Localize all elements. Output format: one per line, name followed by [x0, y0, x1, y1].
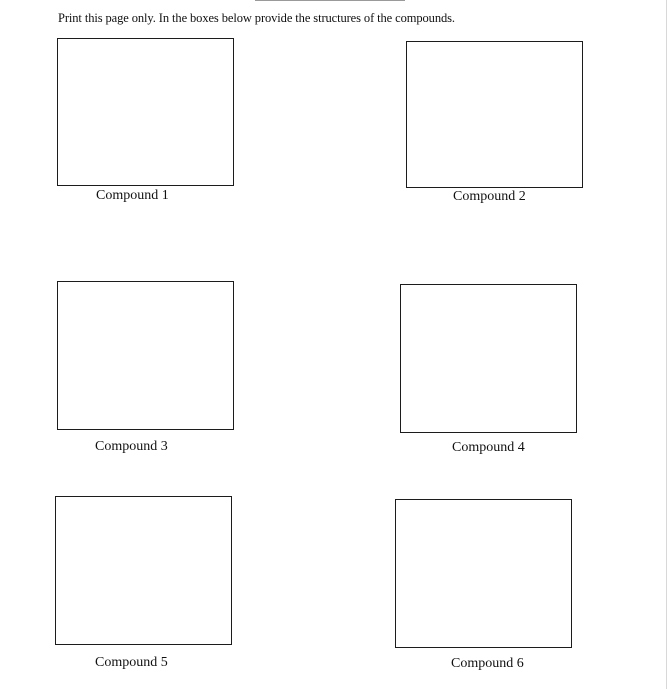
page-edge [666, 0, 667, 689]
compound-5-label: Compound 5 [95, 655, 168, 670]
compound-3-answer-box[interactable] [57, 281, 234, 430]
compound-1-answer-box[interactable] [57, 38, 234, 186]
compound-3-label: Compound 3 [95, 439, 168, 454]
compound-6-label: Compound 6 [451, 656, 524, 671]
compound-4-label: Compound 4 [452, 440, 525, 455]
compound-1-label: Compound 1 [96, 188, 169, 203]
compound-2-answer-box[interactable] [406, 41, 583, 188]
compound-2-label: Compound 2 [453, 189, 526, 204]
instructions-text: Print this page only. In the boxes below provide the structures of the compounds. [58, 11, 455, 25]
compound-6-answer-box[interactable] [395, 499, 572, 648]
compound-4-answer-box[interactable] [400, 284, 577, 433]
top-rule [255, 0, 405, 1]
compound-5-answer-box[interactable] [55, 496, 232, 645]
